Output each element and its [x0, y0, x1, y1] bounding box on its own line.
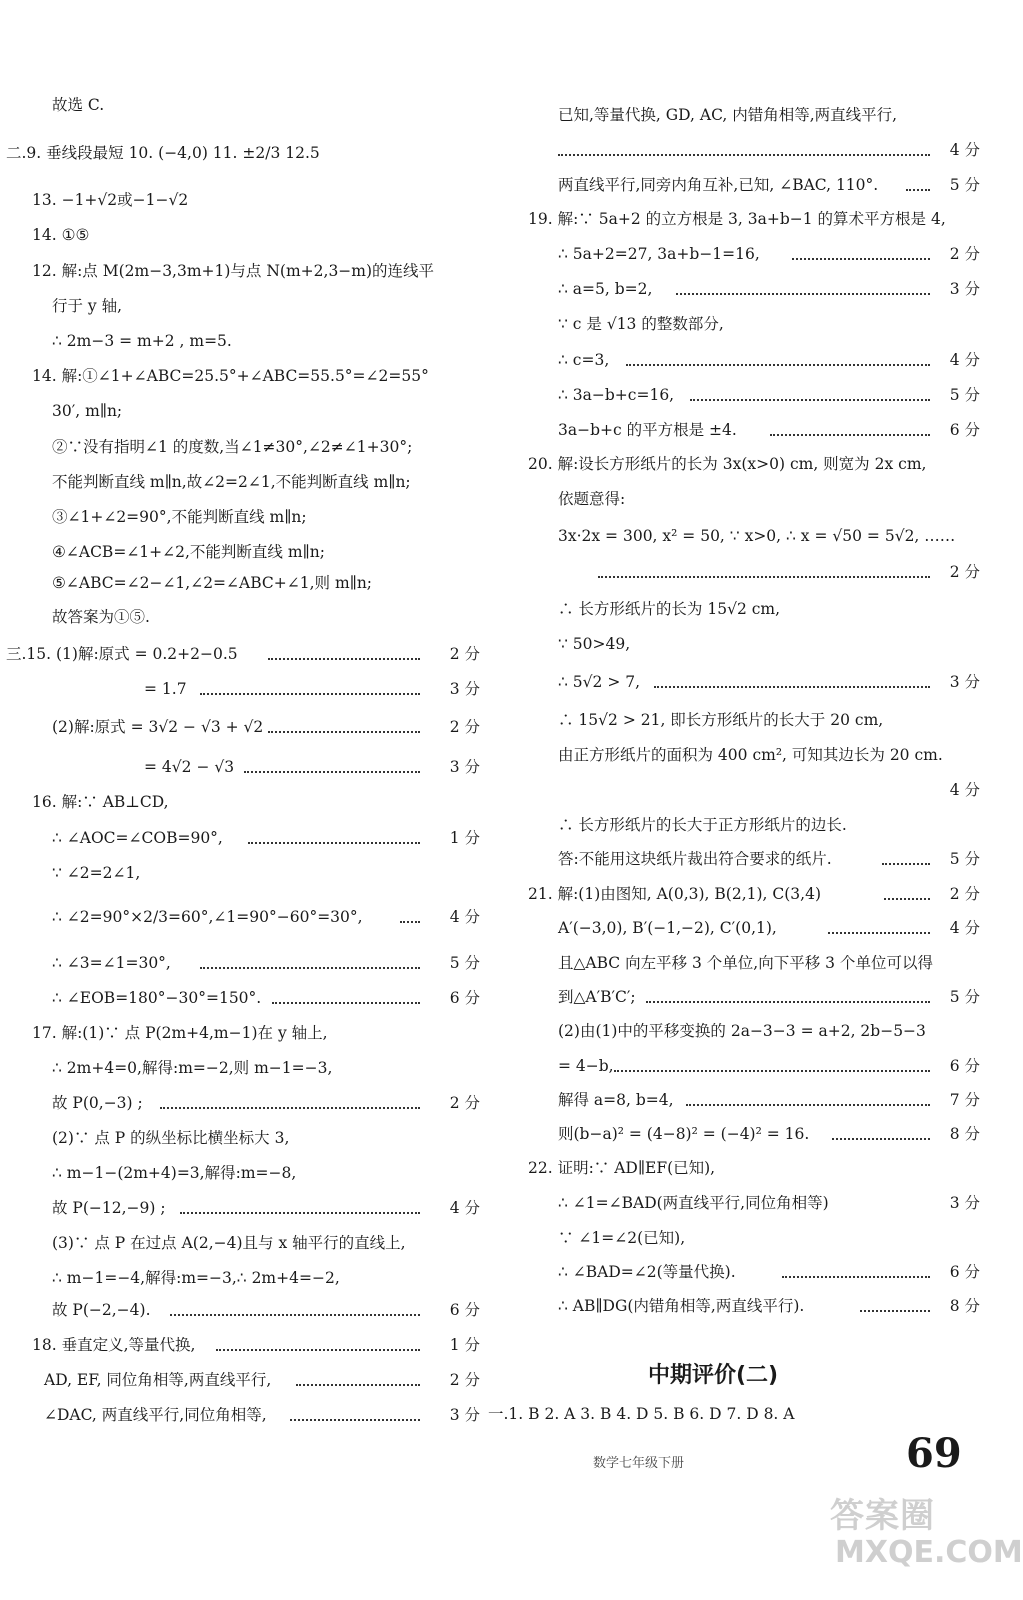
text-line: ∴ 15√2 > 21, 即长方形纸片的长大于 20 cm,: [558, 711, 884, 729]
dot-leader: [200, 967, 420, 969]
text-line: ∴ ∠EOB=180°−30°=150°.: [52, 989, 262, 1007]
score-points: 6 分: [449, 989, 480, 1007]
text-line: 三.15. (1)解:原式 = 0.2+2−0.5: [6, 645, 238, 663]
dot-leader: [170, 1314, 420, 1316]
text-line: = 4−b,: [558, 1057, 614, 1075]
text-line: ∴ 2m−3 = m+2 , m=5.: [52, 332, 232, 350]
dot-leader: [646, 1001, 930, 1003]
score-points: 6 分: [449, 1301, 480, 1319]
text-line: ∴ ∠1=∠BAD(两直线平行,同位角相等): [558, 1194, 829, 1212]
score-points: 4 分: [949, 781, 980, 799]
text-line: (2)由(1)中的平移变换的 2a−3−3 = a+2, 2b−5−3: [558, 1022, 926, 1040]
score-points: 2 分: [949, 885, 980, 903]
dot-leader: [614, 1070, 930, 1072]
text-line: 故选 C.: [52, 96, 105, 114]
score-points: 2 分: [449, 645, 480, 663]
text-line: 故 P(−2,−4).: [52, 1301, 151, 1319]
text-line: 二.9. 垂线段最短 10. (−4,0) 11. ±2/3 12.5: [6, 144, 320, 162]
text-line: 不能判断直线 m∥n,故∠2=2∠1,不能判断直线 m∥n;: [52, 473, 411, 491]
text-line: AD, EF, 同位角相等,两直线平行,: [44, 1371, 272, 1389]
dot-leader: [832, 1138, 930, 1140]
score-points: 3 分: [449, 758, 480, 776]
score-points: 2 分: [449, 1371, 480, 1389]
text-line: ③∠1+∠2=90°,不能判断直线 m∥n;: [52, 508, 307, 526]
score-points: 3 分: [449, 1406, 480, 1424]
text-line: ∴ 3a−b+c=16,: [558, 386, 675, 404]
text-line: 12. 解:点 M(2m−3,3m+1)与点 N(m+2,3−m)的连线平: [32, 262, 435, 280]
text-line: ∵ ∠2=2∠1,: [52, 864, 141, 882]
dot-leader: [906, 189, 930, 191]
score-points: 8 分: [949, 1125, 980, 1143]
text-line: ∴ a=5, b=2,: [558, 280, 653, 298]
score-points: 1 分: [449, 829, 480, 847]
dot-leader: [296, 1384, 420, 1386]
score-points: 4 分: [449, 908, 480, 926]
text-line: 由正方形纸片的面积为 400 cm², 可知其边长为 20 cm.: [558, 746, 943, 764]
score-points: 4 分: [949, 351, 980, 369]
page-number: 69: [906, 1430, 962, 1477]
text-line: 3x·2x = 300, x² = 50, ∵ x>0, ∴ x = √50 = 5√2, ……: [558, 527, 956, 545]
text-line: ∠DAC, 两直线平行,同位角相等,: [44, 1406, 267, 1424]
score-points: 7 分: [949, 1091, 980, 1109]
score-points: 4 分: [949, 919, 980, 937]
text-line: A′(−3,0), B′(−1,−2), C′(0,1),: [558, 919, 777, 937]
dot-leader: [244, 771, 420, 773]
section-title: 中期评价(二): [648, 1363, 779, 1388]
score-points: 6 分: [949, 421, 980, 439]
text-line: ∴ AB∥DG(内错角相等,两直线平行).: [558, 1297, 805, 1315]
text-line: 故答案为①⑤.: [52, 608, 150, 626]
dot-leader: [828, 932, 930, 934]
score-points: 4 分: [449, 1199, 480, 1217]
score-points: 3 分: [449, 680, 480, 698]
dot-leader: [268, 731, 420, 733]
text-line: ∴ 长方形纸片的长大于正方形纸片的边长.: [558, 816, 847, 834]
score-points: 2 分: [449, 718, 480, 736]
score-points: 4 分: [949, 141, 980, 159]
score-points: 5 分: [949, 386, 980, 404]
text-line: ∴ m−1−(2m+4)=3,解得:m=−8,: [52, 1164, 297, 1182]
dot-leader: [676, 293, 930, 295]
dot-leader: [792, 258, 930, 260]
score-points: 2 分: [949, 245, 980, 263]
dot-leader: [690, 399, 930, 401]
score-points: 6 分: [949, 1057, 980, 1075]
text-line: (3)∵ 点 P 在过点 A(2,−4)且与 x 轴平行的直线上,: [52, 1234, 406, 1252]
multiple-choice-answers: 一.1. B 2. A 3. B 4. D 5. B 6. D 7. D 8. A: [488, 1405, 795, 1423]
dot-leader: [216, 1349, 420, 1351]
dot-leader: [770, 434, 930, 436]
text-line: ∵ ∠1=∠2(已知),: [558, 1229, 686, 1247]
text-line: 到△A′B′C′;: [558, 988, 636, 1006]
text-line: ④∠ACB=∠1+∠2,不能判断直线 m∥n;: [52, 543, 325, 561]
text-line: ∴ 5a+2=27, 3a+b−1=16,: [558, 245, 760, 263]
dot-leader: [558, 154, 930, 156]
text-line: 14. ①⑤: [32, 226, 90, 244]
text-line: 依题意得:: [558, 490, 626, 508]
dot-leader: [290, 1419, 420, 1421]
score-points: 8 分: [949, 1297, 980, 1315]
text-line: ∴ 2m+4=0,解得:m=−2,则 m−1=−3,: [52, 1059, 333, 1077]
score-points: 3 分: [949, 1194, 980, 1212]
text-line: 20. 解:设长方形纸片的长为 3x(x>0) cm, 则宽为 2x cm,: [528, 455, 927, 473]
dot-leader: [782, 1276, 930, 1278]
text-line: 14. 解:①∠1+∠ABC=25.5°+∠ABC=55.5°=∠2=55°: [32, 367, 429, 385]
text-line: ⑤∠ABC=∠2−∠1,∠2=∠ABC+∠1,则 m∥n;: [52, 574, 373, 592]
text-line: 13. −1+√2或−1−√2: [32, 191, 189, 209]
score-points: 1 分: [449, 1336, 480, 1354]
dot-leader: [400, 921, 420, 923]
text-line: ∴ ∠BAD=∠2(等量代换).: [558, 1263, 736, 1281]
text-line: 21. 解:(1)由图知, A(0,3), B(2,1), C(3,4): [528, 885, 821, 903]
text-line: 答:不能用这块纸片裁出符合要求的纸片.: [558, 850, 832, 868]
text-line: 19. 解:∵ 5a+2 的立方根是 3, 3a+b−1 的算术平方根是 4,: [528, 210, 946, 228]
text-line: ∴ ∠3=∠1=30°,: [52, 954, 171, 972]
footer-book-title: 数学七年级下册: [593, 1456, 685, 1471]
text-line: 行于 y 轴,: [52, 297, 123, 315]
text-line: ∴ c=3,: [558, 351, 610, 369]
dot-leader: [272, 1002, 420, 1004]
text-line: ∴ m−1=−4,解得:m=−3,∴ 2m+4=−2,: [52, 1269, 340, 1287]
text-line: 则(b−a)² = (4−8)² = (−4)² = 16.: [558, 1125, 810, 1143]
text-line: 且△ABC 向左平移 3 个单位,向下平移 3 个单位可以得: [558, 954, 933, 972]
text-line: ②∵没有指明∠1 的度数,当∠1≠30°,∠2≠∠1+30°;: [52, 438, 413, 456]
dot-leader: [686, 1104, 930, 1106]
text-line: 解得 a=8, b=4,: [558, 1091, 674, 1109]
score-points: 3 分: [949, 673, 980, 691]
text-line: ∴ ∠AOC=∠COB=90°,: [52, 829, 223, 847]
score-points: 5 分: [949, 988, 980, 1006]
dot-leader: [860, 1310, 930, 1312]
text-line: ∴ ∠2=90°×2/3=60°,∠1=90°−60°=30°,: [52, 908, 363, 926]
text-line: ∴ 5√2 > 7,: [558, 673, 641, 691]
text-line: 16. 解:∵ AB⊥CD,: [32, 793, 169, 811]
dot-leader: [882, 863, 930, 865]
text-line: 3a−b+c 的平方根是 ±4.: [558, 421, 737, 439]
text-line: 已知,等量代换, GD, AC, 内错角相等,两直线平行,: [558, 106, 898, 124]
dot-leader: [268, 658, 420, 660]
dot-leader: [884, 898, 930, 900]
text-line: = 1.7: [144, 680, 187, 698]
text-line: 故 P(0,−3) ;: [52, 1094, 143, 1112]
dot-leader: [654, 686, 930, 688]
text-line: 故 P(−12,−9) ;: [52, 1199, 166, 1217]
dot-leader: [626, 364, 930, 366]
text-line: 18. 垂直定义,等量代换,: [32, 1336, 196, 1354]
score-points: 5 分: [449, 954, 480, 972]
text-line: = 4√2 − √3: [144, 758, 235, 776]
text-line: 两直线平行,同旁内角互补,已知, ∠BAC, 110°.: [558, 176, 879, 194]
text-line: ∵ 50>49,: [558, 635, 631, 653]
text-line: 30′, m∥n;: [52, 402, 123, 420]
dot-leader: [200, 693, 420, 695]
watermark-logo: 答案圈: [830, 1496, 935, 1536]
score-points: 6 分: [949, 1263, 980, 1281]
score-points: 3 分: [949, 280, 980, 298]
score-points: 5 分: [949, 176, 980, 194]
score-points: 2 分: [949, 563, 980, 581]
text-line: (2)解:原式 = 3√2 − √3 + √2: [52, 718, 264, 736]
dot-leader: [598, 576, 930, 578]
score-points: 2 分: [449, 1094, 480, 1112]
text-line: 17. 解:(1)∵ 点 P(2m+4,m−1)在 y 轴上,: [32, 1024, 328, 1042]
score-points: 5 分: [949, 850, 980, 868]
dot-leader: [248, 842, 420, 844]
dot-leader: [160, 1107, 420, 1109]
watermark-url: MXQE.COM: [835, 1535, 1023, 1570]
text-line: ∵ c 是 √13 的整数部分,: [558, 315, 724, 333]
text-line: 22. 证明:∵ AD∥EF(已知),: [528, 1159, 716, 1177]
dot-leader: [180, 1212, 420, 1214]
text-line: (2)∵ 点 P 的纵坐标比横坐标大 3,: [52, 1129, 290, 1147]
text-line: ∴ 长方形纸片的长为 15√2 cm,: [558, 600, 781, 618]
